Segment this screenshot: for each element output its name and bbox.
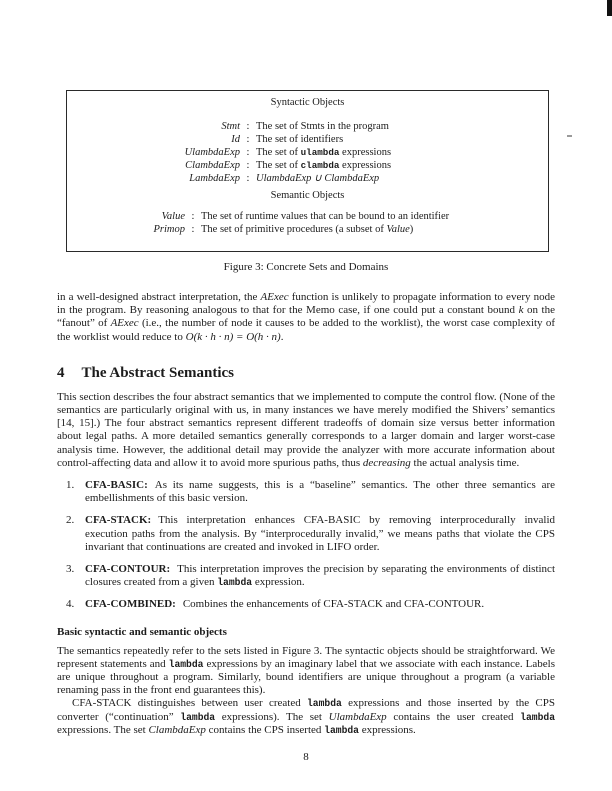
definition-text: [201, 223, 548, 236]
term-clambdaexp: ClambdaExp: [185, 160, 240, 171]
scan-artifact-speck: [567, 135, 572, 137]
text-segment: expressions.: [358, 723, 416, 736]
list-item-label: CFA-BASIC:: [85, 479, 148, 492]
text-segment: clambda: [300, 160, 340, 171]
text-segment: ): [409, 224, 414, 235]
text-segment: CFA-STACK distinguishes between user created: [72, 697, 307, 710]
text-segment: lambda: [217, 577, 253, 589]
text-segment: expressions: [339, 147, 392, 158]
text-segment: This interpretation improves the precision by separating the environments of distinct closures created from a given: [85, 563, 555, 589]
text-segment: lambda: [324, 724, 359, 736]
text-segment: This section describes the four abstract semantics that we implemented to compute the control flow. (None of the semantics are particularly original with us, in many instances we have merely modified the Shivers’ semantics [14, 15].) The four abstract semantics represent different tradeoffs of domain size versus better information about legal paths. A more detailed semantics generally corresponds to a larger domain and larger worst-case analysis time. However, the additional detail may provide the analyzer with more accurate information about control-affecting data and allow it to avoid more spurious paths, thus: [57, 390, 555, 469]
term-primop: Primop: [153, 224, 185, 235]
text-segment: k: [518, 304, 524, 317]
definition-row-ulambdaexp: [67, 146, 548, 159]
text-segment: expressions. The set: [57, 723, 149, 736]
colon-separator: :: [246, 173, 250, 184]
definition-text: [256, 146, 548, 159]
colon-separator: :: [246, 134, 250, 145]
term-value: Value: [161, 211, 185, 222]
list-item-label: CFA-STACK:: [85, 514, 152, 527]
term-ulambdaexp: UlambdaExp: [184, 147, 240, 158]
text-segment: The set of: [256, 160, 301, 171]
definition-row-id: [67, 133, 548, 146]
definition-text: [256, 159, 548, 172]
text-segment: expressions and those inserted by the CPS converter (“continuation”: [57, 697, 555, 723]
text-segment: (i.e., the number of node it causes to be added to the worklist), the worst case complexity of the worklist would reduce to: [57, 317, 555, 343]
text-segment: The set of: [256, 147, 301, 158]
text-segment: The set of Stmts in the program: [256, 121, 389, 132]
definition-text: [256, 133, 548, 146]
text-segment: AExec: [260, 291, 289, 303]
text-segment: The set of identifiers: [256, 134, 344, 145]
list-item-text: [183, 598, 484, 610]
text-segment: ClambdaExp: [148, 723, 206, 736]
text-segment: .: [280, 330, 284, 343]
text-segment: The set of primitive procedures (a subset of: [201, 224, 387, 235]
text-column: [57, 0, 555, 764]
term-lambdaexp: LambdaExp: [189, 173, 240, 184]
text-segment: ulambda: [300, 147, 340, 158]
definition-row-stmt: [67, 120, 548, 133]
colon-separator: :: [191, 211, 195, 222]
list-item-cfa-stack: [57, 514, 555, 554]
list-item-cfa-contour: [57, 563, 555, 589]
text-segment: decreasing: [362, 456, 411, 469]
subsection-heading: Basic syntactic and semantic objects: [57, 625, 227, 638]
figure-caption: Figure 3: Concrete Sets and Domains: [223, 261, 389, 273]
text-segment: expressions by an imaginary label that we associate with each instance. Labels are unique throughout a program. Similarly, bound identifiers are unique throughout a program (a variable renaming pass in the front end guarantees this).: [57, 657, 555, 697]
text-segment: UlambdaExp: [328, 710, 387, 723]
list-marker: 3.: [66, 563, 75, 576]
text-segment: in a well-designed abstract interpretation, the: [57, 291, 261, 303]
list-item-text: [85, 514, 555, 552]
syntactic-definitions: [67, 120, 548, 185]
text-segment: This interpretation enhances CFA-BASIC by removing interprocedurally invalid execution paths from the analysis. By “interprocedurally invalid,” we means paths that violate the CPS invariant that continuations are created and invoked in LIFO order.: [85, 514, 555, 553]
text-segment: the actual analysis time.: [410, 456, 520, 469]
term-id: Id: [231, 134, 240, 145]
paragraph-cfa-stack-sets: [57, 697, 555, 737]
list-marker: 1.: [66, 479, 75, 492]
text-segment: contains the CPS inserted: [205, 723, 325, 736]
text-segment: As its name suggests, this is a “baseline” semantics. The other three semantics are embellishments of this basic version.: [85, 479, 555, 505]
definition-row-value: [67, 210, 548, 223]
list-item-label: CFA-COMBINED:: [85, 598, 176, 611]
scan-artifact-corner: [607, 0, 612, 16]
colon-separator: :: [246, 121, 250, 132]
text-segment: function is unlikely to propagate information to every node in the program. By reasoning analogous to that for the Memo case, if one could put a constant bound: [57, 291, 555, 317]
section-title: The Abstract Semantics: [81, 364, 234, 381]
paragraph-basic-objects: [57, 645, 555, 698]
paragraph-section-intro: [57, 391, 555, 470]
text-segment: contains the user created: [386, 710, 521, 723]
semantic-definitions: [67, 210, 548, 236]
semantics-list: [57, 479, 555, 612]
list-item-cfa-combined: [57, 598, 555, 611]
definition-row-primop: [67, 223, 548, 236]
definition-text: [201, 210, 548, 223]
text-segment: expressions). The set: [215, 710, 329, 723]
page-number: 8: [303, 751, 309, 764]
text-segment: O(k · h · n) = O(h · n): [185, 330, 281, 343]
definition-text: [256, 172, 548, 185]
text-segment: lambda: [168, 658, 204, 670]
text-segment: lambda: [180, 711, 216, 723]
text-segment: Combines the enhancements of CFA-STACK and CFA-CONTOUR.: [182, 598, 485, 611]
text-segment: The set of runtime values that can be bound to an identifier: [201, 211, 450, 222]
section-heading: [57, 365, 555, 382]
text-segment: UlambdaExp ∪ ClambdaExp: [256, 173, 380, 184]
text-segment: AExec: [110, 317, 139, 330]
list-marker: 2.: [66, 514, 75, 527]
list-item-cfa-basic: [57, 479, 555, 505]
colon-separator: :: [246, 147, 250, 158]
paragraph-worklist-complexity: [57, 291, 555, 344]
text-segment: expressions: [339, 160, 392, 171]
section-number: 4: [57, 364, 65, 381]
colon-separator: :: [246, 160, 250, 171]
text-segment: lambda: [520, 711, 555, 723]
text-segment: The semantics repeatedly refer to the sets listed in Figure 3. The syntactic objects should be straightforward. We represent statements and: [57, 644, 555, 670]
definition-row-clambdaexp: [67, 159, 548, 172]
term-stmt: Stmt: [221, 121, 240, 132]
definition-row-lambdaexp: [67, 172, 548, 185]
syntactic-objects-header: Syntactic Objects: [270, 97, 345, 108]
figure-3-box: [66, 90, 549, 252]
list-item-text: [85, 479, 555, 504]
text-segment: expression.: [252, 576, 305, 589]
definition-text: [256, 120, 548, 133]
semantic-objects-header: Semantic Objects: [270, 190, 345, 201]
list-marker: 4.: [66, 598, 75, 611]
list-item-label: CFA-CONTOUR:: [85, 563, 171, 576]
text-segment: Value: [386, 224, 410, 235]
colon-separator: :: [191, 224, 195, 235]
text-segment: lambda: [306, 698, 342, 710]
text-segment: on the “fanout” of: [57, 304, 555, 330]
